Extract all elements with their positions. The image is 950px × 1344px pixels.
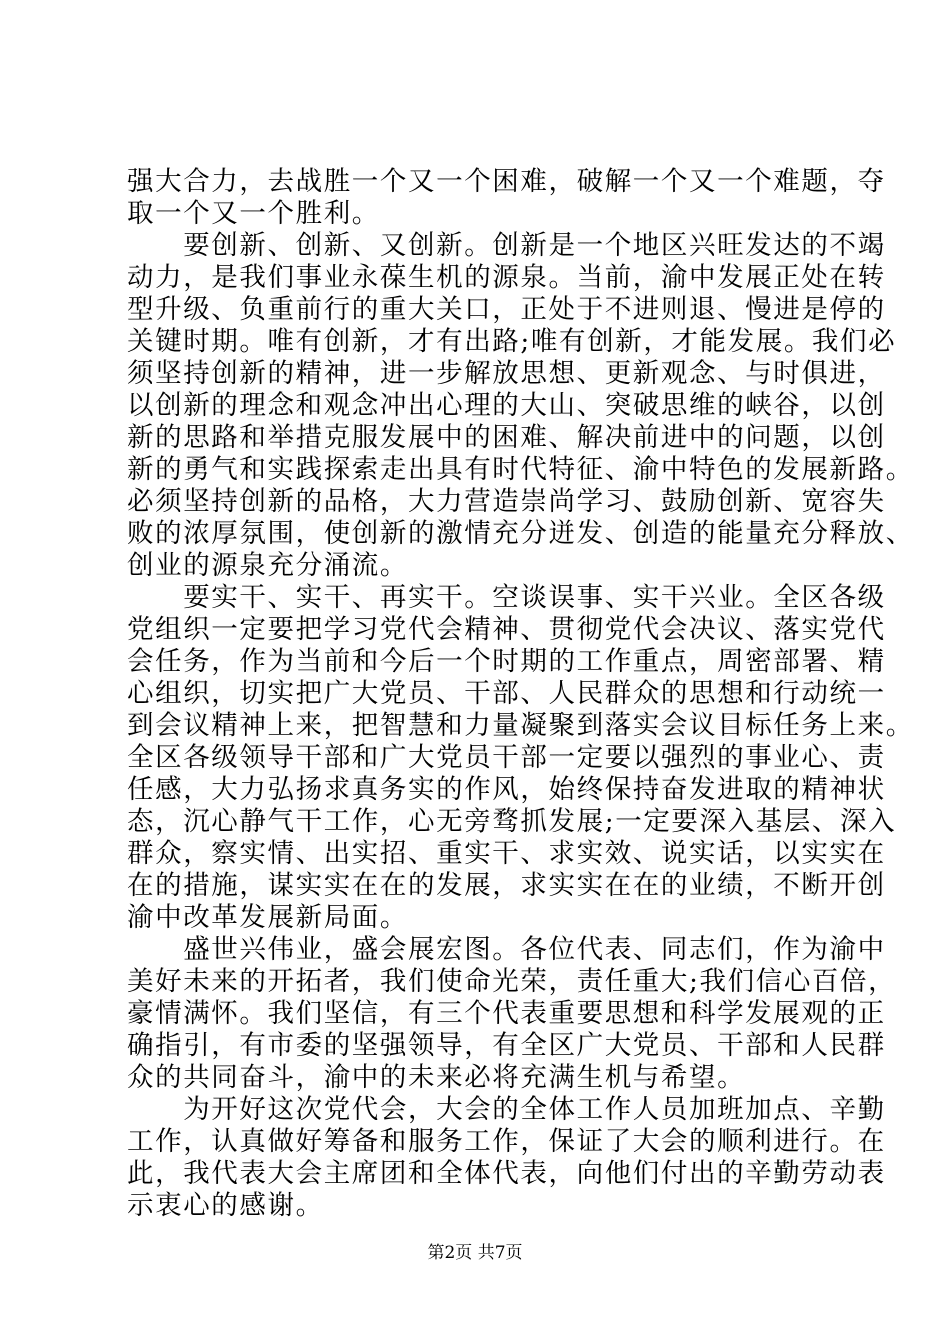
text-line: 任感，大力弘扬求真务实的作风，始终保持奋发进取的精神状 (127, 774, 886, 805)
text-line: 党组织一定要把学习党代会精神、贯彻党代会决议、落实党代 (127, 614, 886, 645)
text-line: 须坚持创新的精神，进一步解放思想、更新观念、与时俱进， (127, 358, 886, 389)
text-line: 态，沉心静气干工作，心无旁骛抓发展;一定要深入基层、深入 (127, 806, 897, 837)
text-line: 工作，认真做好筹备和服务工作，保证了大会的顺利进行。在 (127, 1126, 886, 1157)
text-line: 为开好这次党代会，大会的全体工作人员加班加点、辛勤 (127, 1094, 886, 1125)
text-line: 关键时期。唯有创新，才有出路;唯有创新，才能发展。我们必 (127, 326, 897, 357)
text-line: 美好未来的开拓者，我们使命光荣，责任重大;我们信心百倍， (127, 966, 897, 997)
text-line: 创业的源泉充分涌流。 (127, 550, 408, 581)
text-line: 全区各级领导干部和广大党员干部一定要以强烈的事业心、责 (127, 742, 886, 773)
text-line: 新的勇气和实践探索走出具有时代特征、渝中特色的发展新路。 (127, 454, 914, 485)
text-line: 盛世兴伟业，盛会展宏图。各位代表、同志们，作为渝中 (127, 934, 886, 965)
text-line: 群众，察实情、出实招、重实干、求实效、说实话，以实实在 (127, 838, 886, 869)
text-line: 渝中改革发展新局面。 (127, 902, 408, 933)
text-line: 示衷心的感谢。 (127, 1190, 324, 1221)
text-line: 动力，是我们事业永葆生机的源泉。当前，渝中发展正处在转 (127, 262, 886, 293)
page-number-footer: 第2页 共7页 (427, 1243, 523, 1263)
text-line: 此，我代表大会主席团和全体代表，向他们付出的辛勤劳动表 (127, 1158, 886, 1189)
text-line: 在的措施，谋实实在在的发展，求实实在在的业绩，不断开创 (127, 870, 886, 901)
text-line: 要实干、实干、再实干。空谈误事、实干兴业。全区各级 (127, 582, 886, 613)
text-line: 取一个又一个胜利。 (127, 198, 380, 229)
text-line: 会任务，作为当前和今后一个时期的工作重点，周密部署、精 (127, 646, 886, 677)
text-line: 豪情满怀。我们坚信，有三个代表重要思想和科学发展观的正 (127, 998, 886, 1029)
text-line: 新的思路和举措克服发展中的困难、解决前进中的问题，以创 (127, 422, 886, 453)
text-line: 确指引，有市委的坚强领导，有全区广大党员、干部和人民群 (127, 1030, 886, 1061)
text-line: 以创新的理念和观念冲出心理的大山、突破思维的峡谷，以创 (127, 390, 886, 421)
text-line: 心组织，切实把广大党员、干部、人民群众的思想和行动统一 (127, 678, 886, 709)
text-line: 到会议精神上来，把智慧和力量凝聚到落实会议目标任务上来。 (127, 710, 914, 741)
text-line: 强大合力，去战胜一个又一个困难，破解一个又一个难题，夺 (127, 166, 886, 197)
text-line: 败的浓厚氛围，使创新的激情充分迸发、创造的能量充分释放、 (127, 518, 914, 549)
text-line: 型升级、负重前行的重大关口，正处于不进则退、慢进是停的 (127, 294, 886, 325)
text-line: 众的共同奋斗，渝中的未来必将充满生机与希望。 (127, 1062, 746, 1093)
text-line: 必须坚持创新的品格，大力营造崇尚学习、鼓励创新、宽容失 (127, 486, 886, 517)
text-line: 要创新、创新、又创新。创新是一个地区兴旺发达的不竭 (127, 230, 886, 261)
